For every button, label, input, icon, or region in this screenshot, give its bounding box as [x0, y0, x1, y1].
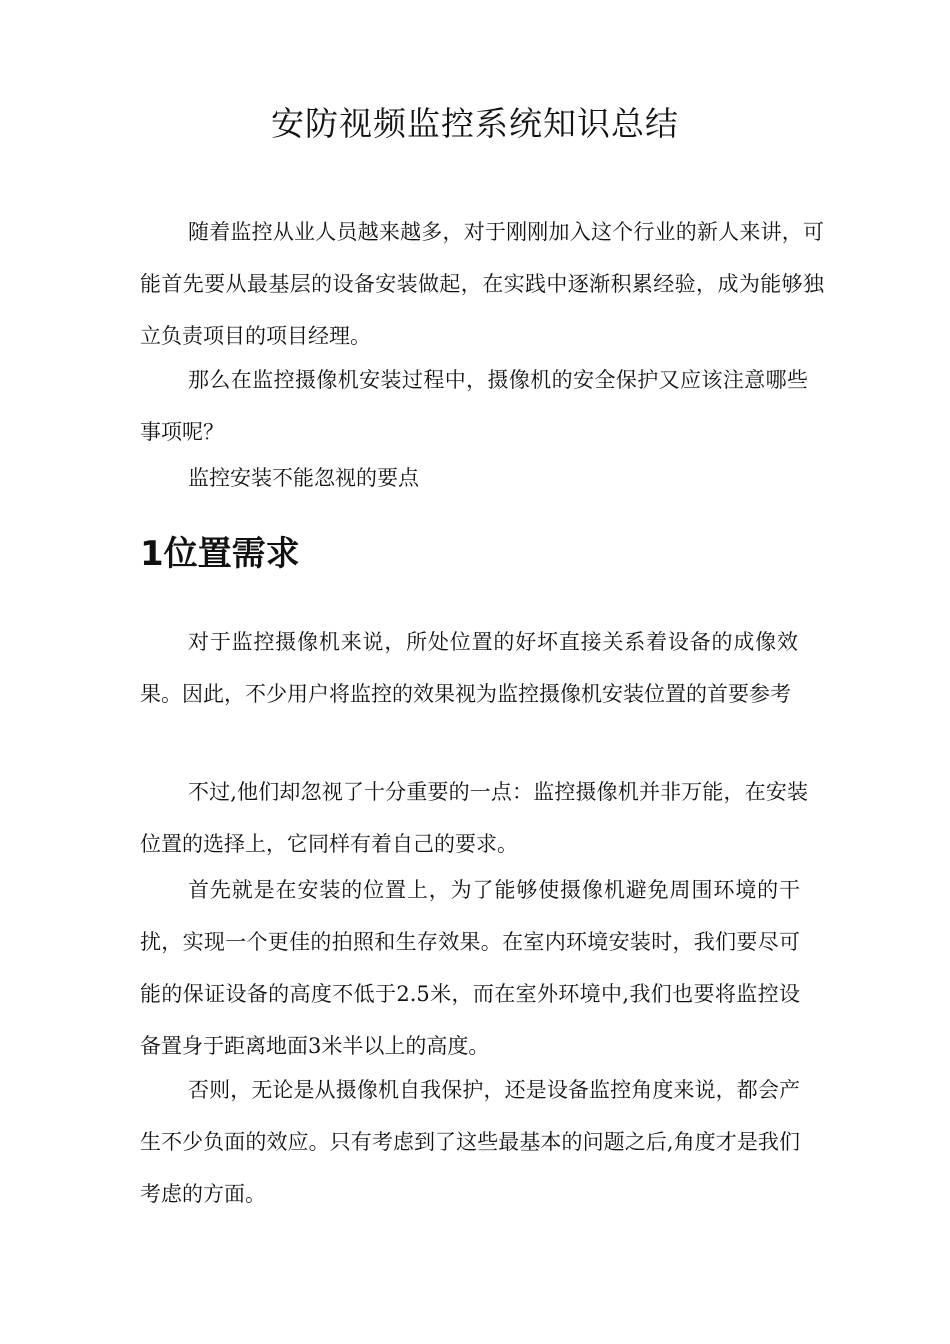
- section-paragraph-4: 否则，无论是从摄像机自我保护，还是设备监控角度来说，都会产生不少负面的效应。只有考虑到了这些最基本的问题之后,角度才是我们考虑的方面。: [140, 1078, 800, 1206]
- section-paragraph-3: 首先就是在安装的位置上，为了能够使摄像机避免周围环境的干扰，实现一个更佳的拍照和生存效果。在室内环境安装时，我们要尽可能的保证设备的高度不低于2.5米，而在室外环境中,我们也要将监控设备置身于距离地面3米半以上的高度。: [140, 878, 800, 1058]
- section-paragraph-2: 不过,他们却忽视了十分重要的一点：监控摄像机并非万能，在安装位置的选择上，它同样有着自己的要求。: [140, 780, 808, 856]
- intro-paragraph-3: 监控安装不能忽视的要点: [188, 466, 419, 490]
- intro-paragraph-1: 随着监控从业人员越来越多，对于刚刚加入这个行业的新人来讲，可能首先要从最基层的设备安装做起，在实践中逐渐积累经验，成为能够独立负责项目的项目经理。: [140, 220, 824, 348]
- section-heading: 1位置需求: [140, 534, 300, 574]
- section-paragraph-1: 对于监控摄像机来说，所处位置的好坏直接关系着设备的成像效果。因此，不少用户将监控的效果视为监控摄像机安装位置的首要参考: [140, 630, 798, 706]
- intro-paragraph-2: 那么在监控摄像机安装过程中，摄像机的安全保护又应该注意哪些事项呢？: [140, 368, 808, 444]
- document-title: 安防视频监控系统知识总结: [271, 104, 679, 143]
